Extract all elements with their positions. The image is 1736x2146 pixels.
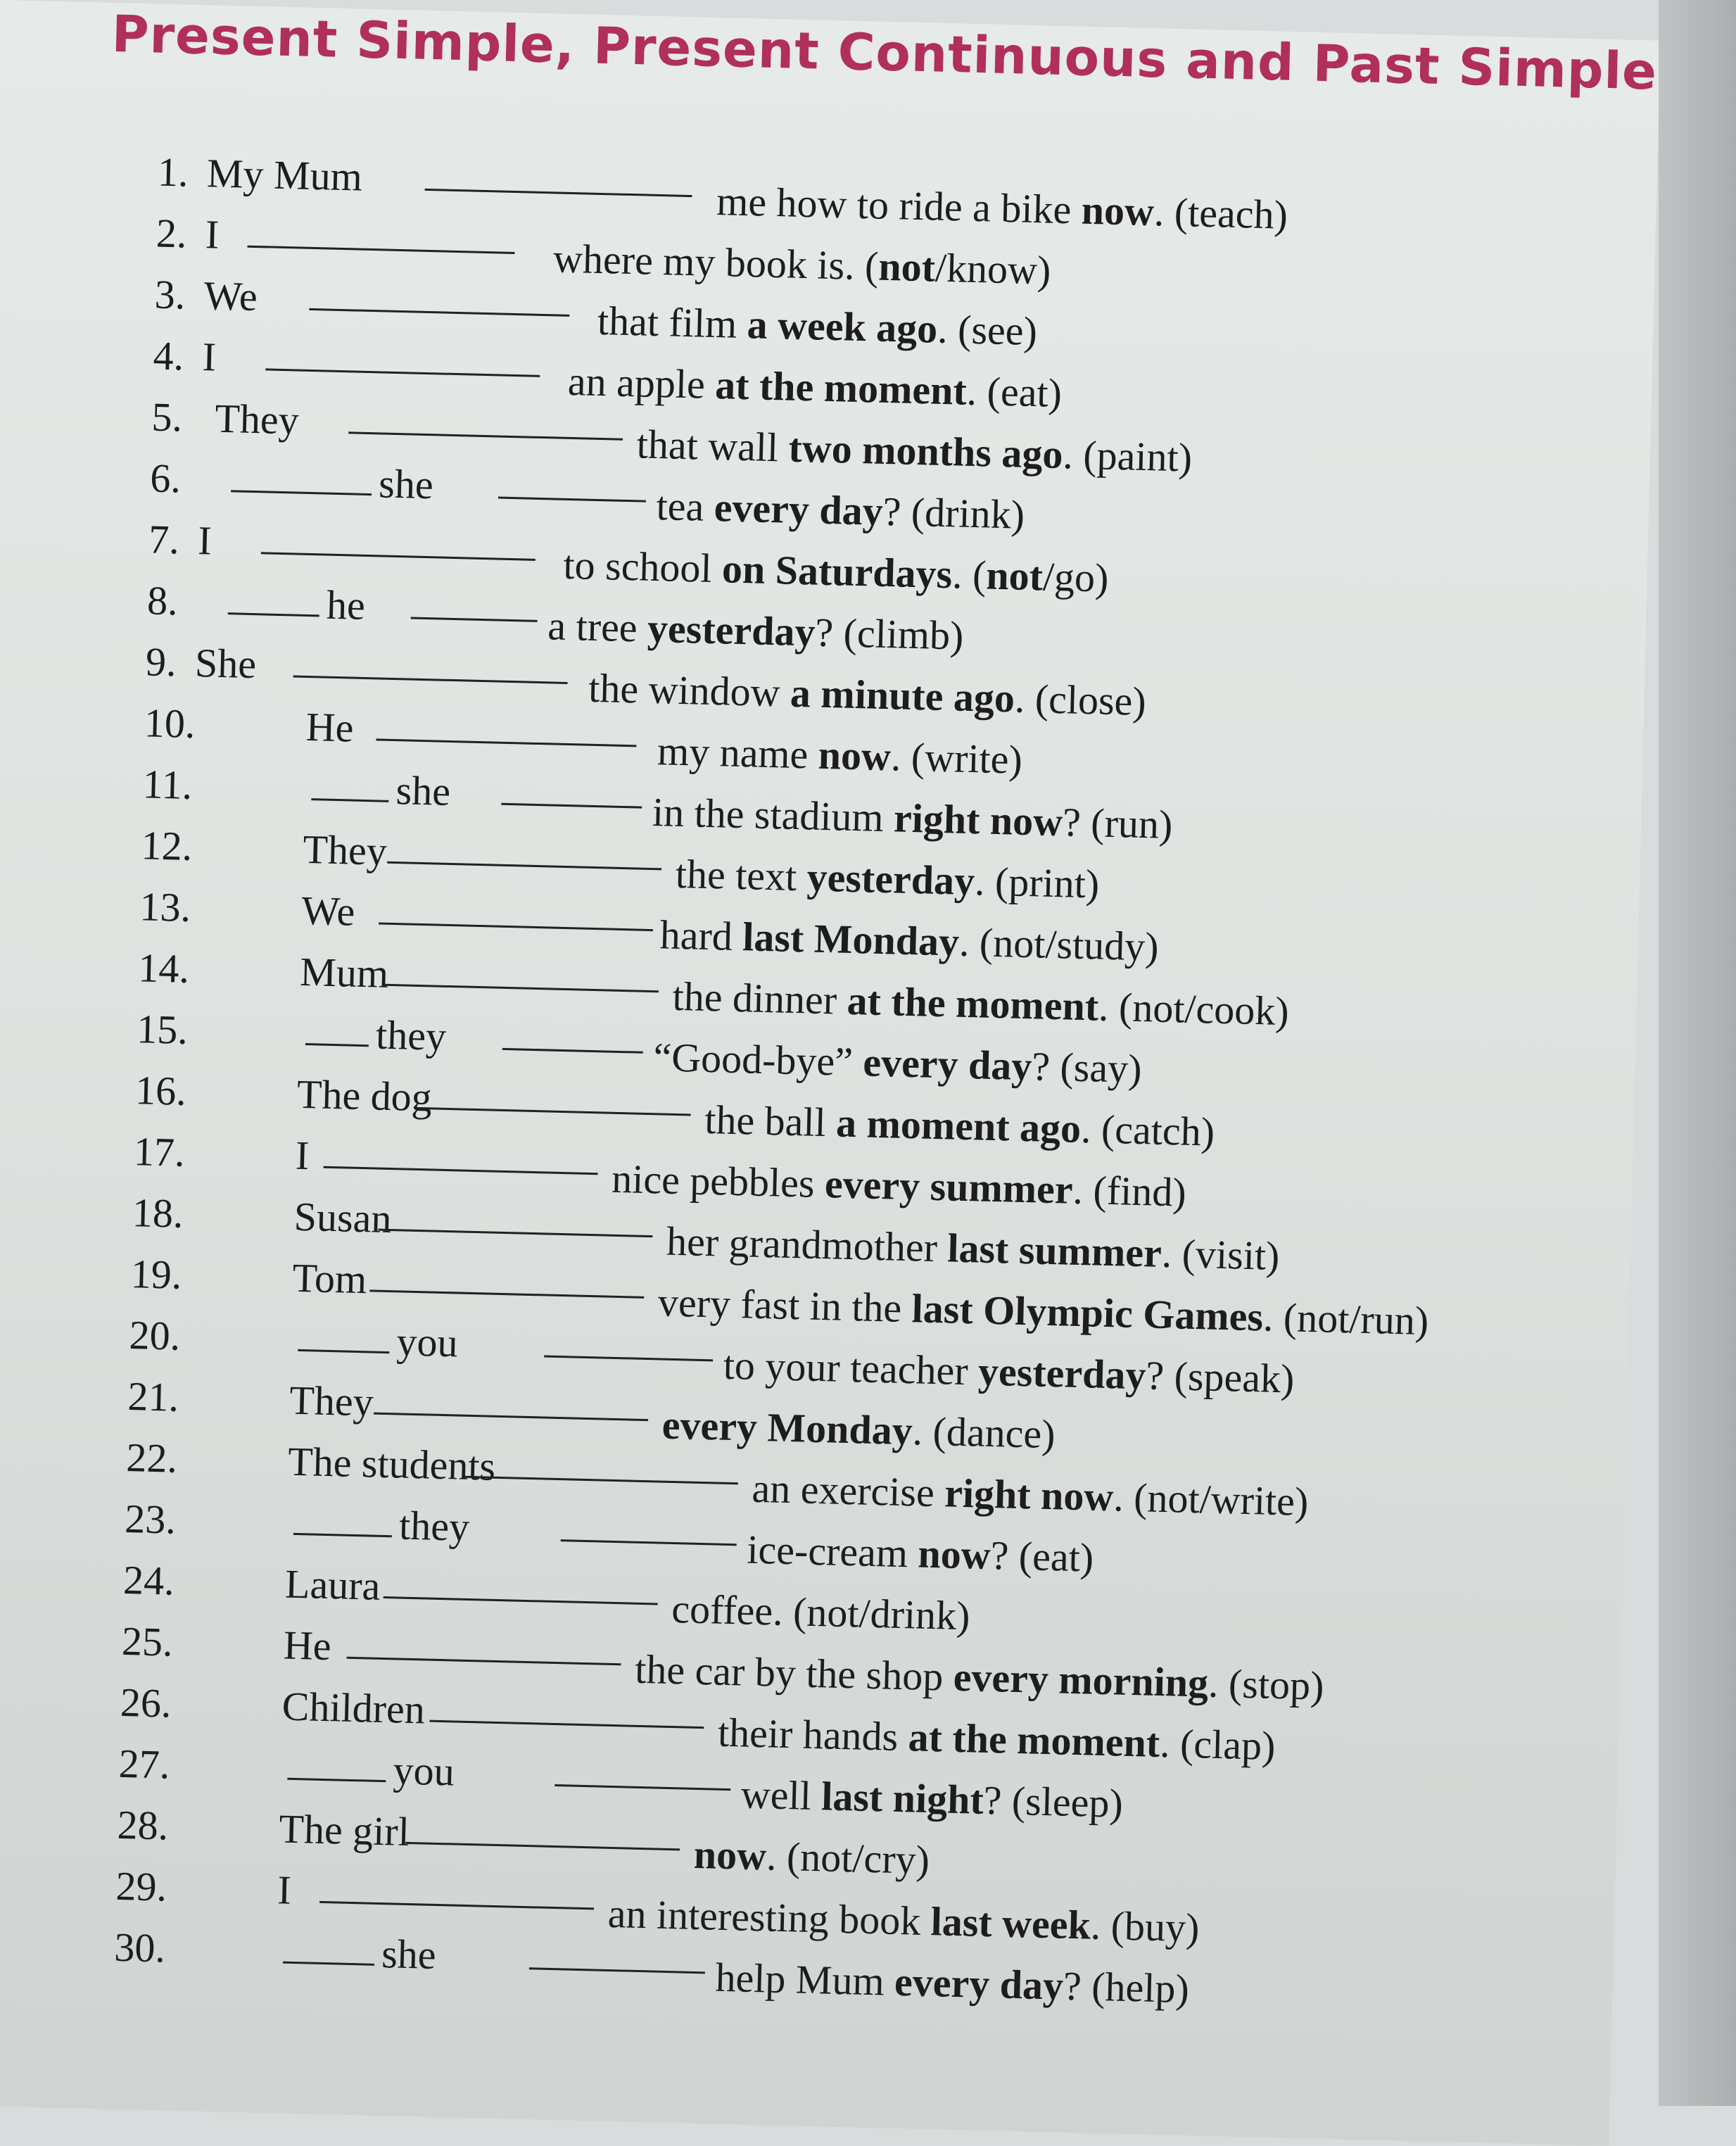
- exercise-subject: I: [201, 334, 217, 380]
- exercise-prompt: hard last Monday. (not/study): [659, 911, 1160, 970]
- exercise-number: 17.: [133, 1128, 186, 1175]
- exercise-subject: they: [375, 1011, 447, 1059]
- exercise-subject: We: [300, 887, 356, 935]
- exercise-number: 13.: [139, 883, 191, 930]
- exercise-subject: she: [395, 767, 451, 814]
- answer-blank[interactable]: [429, 1720, 704, 1729]
- exercise-prompt: their hands at the moment. (clap): [717, 1709, 1276, 1769]
- exercise-prompt: me how to ride a bike now. (teach): [716, 177, 1288, 238]
- exercise-subject: Mum: [299, 948, 389, 997]
- exercise-number: 22.: [125, 1434, 178, 1482]
- answer-blank[interactable]: [378, 1229, 652, 1238]
- exercise-subject: you: [392, 1747, 455, 1795]
- answer-blank[interactable]: [347, 1657, 621, 1666]
- exercise-number: 3.: [154, 271, 186, 318]
- exercise-prompt: in the stadium right now? (run): [652, 789, 1174, 848]
- exercise-subject: She: [194, 640, 257, 688]
- exercise-prompt: coffee. (not/drink): [671, 1586, 971, 1639]
- exercise-number: 24.: [122, 1556, 175, 1604]
- exercise-number: 12.: [140, 822, 193, 870]
- exercise-subject: They: [214, 395, 300, 443]
- answer-blank[interactable]: [261, 552, 536, 561]
- answer-blank[interactable]: [405, 1842, 680, 1851]
- page-edge: [1659, 0, 1736, 2106]
- exercise-number: 5.: [151, 393, 183, 441]
- exercise-prompt: the ball a moment ago. (catch): [704, 1096, 1215, 1155]
- answer-blank-auxiliary[interactable]: [311, 798, 388, 802]
- exercise-subject: He: [283, 1622, 332, 1670]
- exercise-prompt: the dinner at the moment. (not/cook): [671, 973, 1290, 1035]
- exercise-prompt: every Monday. (dance): [661, 1401, 1056, 1458]
- answer-blank[interactable]: [324, 1166, 598, 1175]
- exercise-number: 25.: [121, 1617, 174, 1665]
- exercise-subject: I: [277, 1867, 292, 1913]
- exercise-number: 21.: [127, 1373, 179, 1420]
- exercise-subject: I: [197, 517, 213, 564]
- answer-blank[interactable]: [464, 1476, 738, 1485]
- exercise-number: 26.: [120, 1679, 172, 1727]
- answer-blank[interactable]: [544, 1355, 713, 1361]
- exercise-prompt: the text yesterday. (print): [675, 850, 1100, 907]
- exercise-number: 18.: [132, 1189, 184, 1237]
- answer-blank[interactable]: [384, 984, 659, 993]
- answer-blank[interactable]: [425, 189, 692, 197]
- exercise-number: 9.: [145, 638, 177, 686]
- exercise-prompt: where my book is. (not/know): [552, 235, 1052, 294]
- answer-blank[interactable]: [501, 803, 642, 809]
- answer-blank[interactable]: [293, 675, 568, 684]
- exercise-number: 28.: [116, 1801, 169, 1849]
- exercise-number: 10.: [144, 700, 196, 747]
- exercise-subject: They: [289, 1377, 374, 1425]
- exercise-number: 20.: [128, 1312, 181, 1359]
- exercise-prompt: to school on Saturdays. (not/go): [562, 541, 1110, 601]
- exercise-prompt: my name now. (write): [657, 728, 1023, 783]
- exercise-list: [113, 149, 1600, 2020]
- answer-blank[interactable]: [374, 1413, 648, 1422]
- exercise-subject: they: [398, 1502, 470, 1550]
- answer-blank[interactable]: [498, 497, 646, 503]
- answer-blank-auxiliary[interactable]: [287, 1778, 386, 1782]
- exercise-number: 2.: [156, 210, 188, 257]
- answer-blank[interactable]: [376, 738, 636, 747]
- exercise-prompt: now. (not/cry): [693, 1831, 930, 1883]
- answer-blank[interactable]: [502, 1048, 643, 1054]
- exercise-number: 19.: [130, 1251, 183, 1298]
- answer-blank[interactable]: [265, 368, 540, 377]
- answer-blank-auxiliary[interactable]: [298, 1349, 389, 1353]
- exercise-prompt: her grandmother last summer. (visit): [666, 1218, 1281, 1279]
- exercise-prompt: well last night? (sleep): [740, 1771, 1124, 1826]
- exercise-subject: He: [305, 703, 355, 751]
- exercise-prompt: nice pebbles every summer. (find): [611, 1155, 1187, 1216]
- exercise-number: 29.: [115, 1862, 167, 1910]
- exercise-number: 1.: [157, 149, 189, 196]
- answer-blank-auxiliary[interactable]: [228, 612, 319, 617]
- exercise-prompt: ice-cream now? (eat): [746, 1526, 1094, 1581]
- exercise-prompt: very fast in the last Olympic Games. (not/run): [657, 1279, 1429, 1344]
- exercise-prompt: “Good-bye” every day? (say): [652, 1034, 1143, 1092]
- exercise-subject: They: [302, 826, 388, 874]
- exercise-subject: I: [205, 211, 220, 258]
- exercise-prompt: tea every day? (drink): [655, 483, 1025, 538]
- exercise-prompt: an apple at the moment. (eat): [567, 358, 1063, 417]
- exercise-subject: he: [326, 581, 366, 629]
- exercise-prompt: that film a week ago. (see): [597, 297, 1038, 355]
- exercise-number: 27.: [118, 1740, 171, 1788]
- exercise-subject: The girl: [278, 1805, 410, 1855]
- answer-blank[interactable]: [319, 1901, 594, 1910]
- answer-blank[interactable]: [369, 1289, 644, 1299]
- exercise-prompt: the window a minute ago. (close): [588, 664, 1147, 725]
- answer-blank[interactable]: [417, 1107, 691, 1116]
- answer-blank[interactable]: [384, 1596, 658, 1605]
- answer-blank[interactable]: [555, 1784, 730, 1791]
- exercise-prompt: help Mum every day? (help): [714, 1954, 1190, 2012]
- exercise-subject: Tom: [291, 1254, 368, 1303]
- exercise-number: 4.: [152, 332, 185, 379]
- exercise-number: 6.: [149, 455, 182, 502]
- exercise-number: 11.: [142, 761, 193, 808]
- answer-blank[interactable]: [561, 1539, 737, 1546]
- exercise-subject: My Mum: [206, 150, 363, 200]
- exercise-subject: Children: [281, 1683, 426, 1733]
- answer-blank[interactable]: [309, 308, 569, 317]
- exercise-number: 8.: [146, 577, 179, 624]
- exercise-subject: We: [203, 272, 258, 320]
- exercise-number: 15.: [136, 1006, 189, 1053]
- answer-blank[interactable]: [411, 617, 538, 622]
- answer-blank-auxiliary[interactable]: [293, 1533, 392, 1537]
- exercise-number: 7.: [148, 516, 180, 563]
- answer-blank[interactable]: [529, 1967, 705, 1974]
- exercise-subject: she: [378, 460, 434, 508]
- answer-blank-auxiliary[interactable]: [305, 1043, 369, 1047]
- exercise-prompt: to your teacher yesterday? (speak): [723, 1342, 1295, 1402]
- answer-blank-auxiliary[interactable]: [231, 490, 372, 496]
- answer-blank[interactable]: [379, 923, 653, 932]
- exercise-subject: Susan: [293, 1193, 393, 1242]
- exercise-subject: Laura: [284, 1560, 381, 1609]
- answer-blank[interactable]: [387, 861, 661, 871]
- exercise-prompt: an interesting book last week. (buy): [607, 1890, 1200, 1951]
- answer-blank[interactable]: [348, 431, 623, 441]
- worksheet-title: Present Simple, Present Continuous and Past Simple: [110, 4, 1658, 101]
- exercise-number: 23.: [124, 1495, 177, 1543]
- exercise-prompt: a tree yesterday? (climb): [547, 602, 965, 659]
- exercise-subject: you: [395, 1318, 459, 1366]
- answer-blank[interactable]: [248, 246, 515, 254]
- exercise-subject: The students: [287, 1438, 496, 1489]
- exercise-number: 14.: [137, 945, 190, 992]
- exercise-subject: she: [381, 1931, 437, 1978]
- answer-blank-auxiliary[interactable]: [283, 1962, 374, 1966]
- exercise-number: 16.: [134, 1067, 187, 1114]
- exercise-subject: The dog: [296, 1071, 433, 1121]
- exercise-prompt: that wall two months ago. (paint): [636, 421, 1193, 481]
- exercise-subject: I: [295, 1132, 310, 1179]
- exercise-number: 30.: [113, 1924, 166, 1971]
- exercise-prompt: an exercise right now. (not/write): [751, 1465, 1310, 1525]
- exercise-prompt: the car by the shop every morning. (stop): [634, 1646, 1325, 1709]
